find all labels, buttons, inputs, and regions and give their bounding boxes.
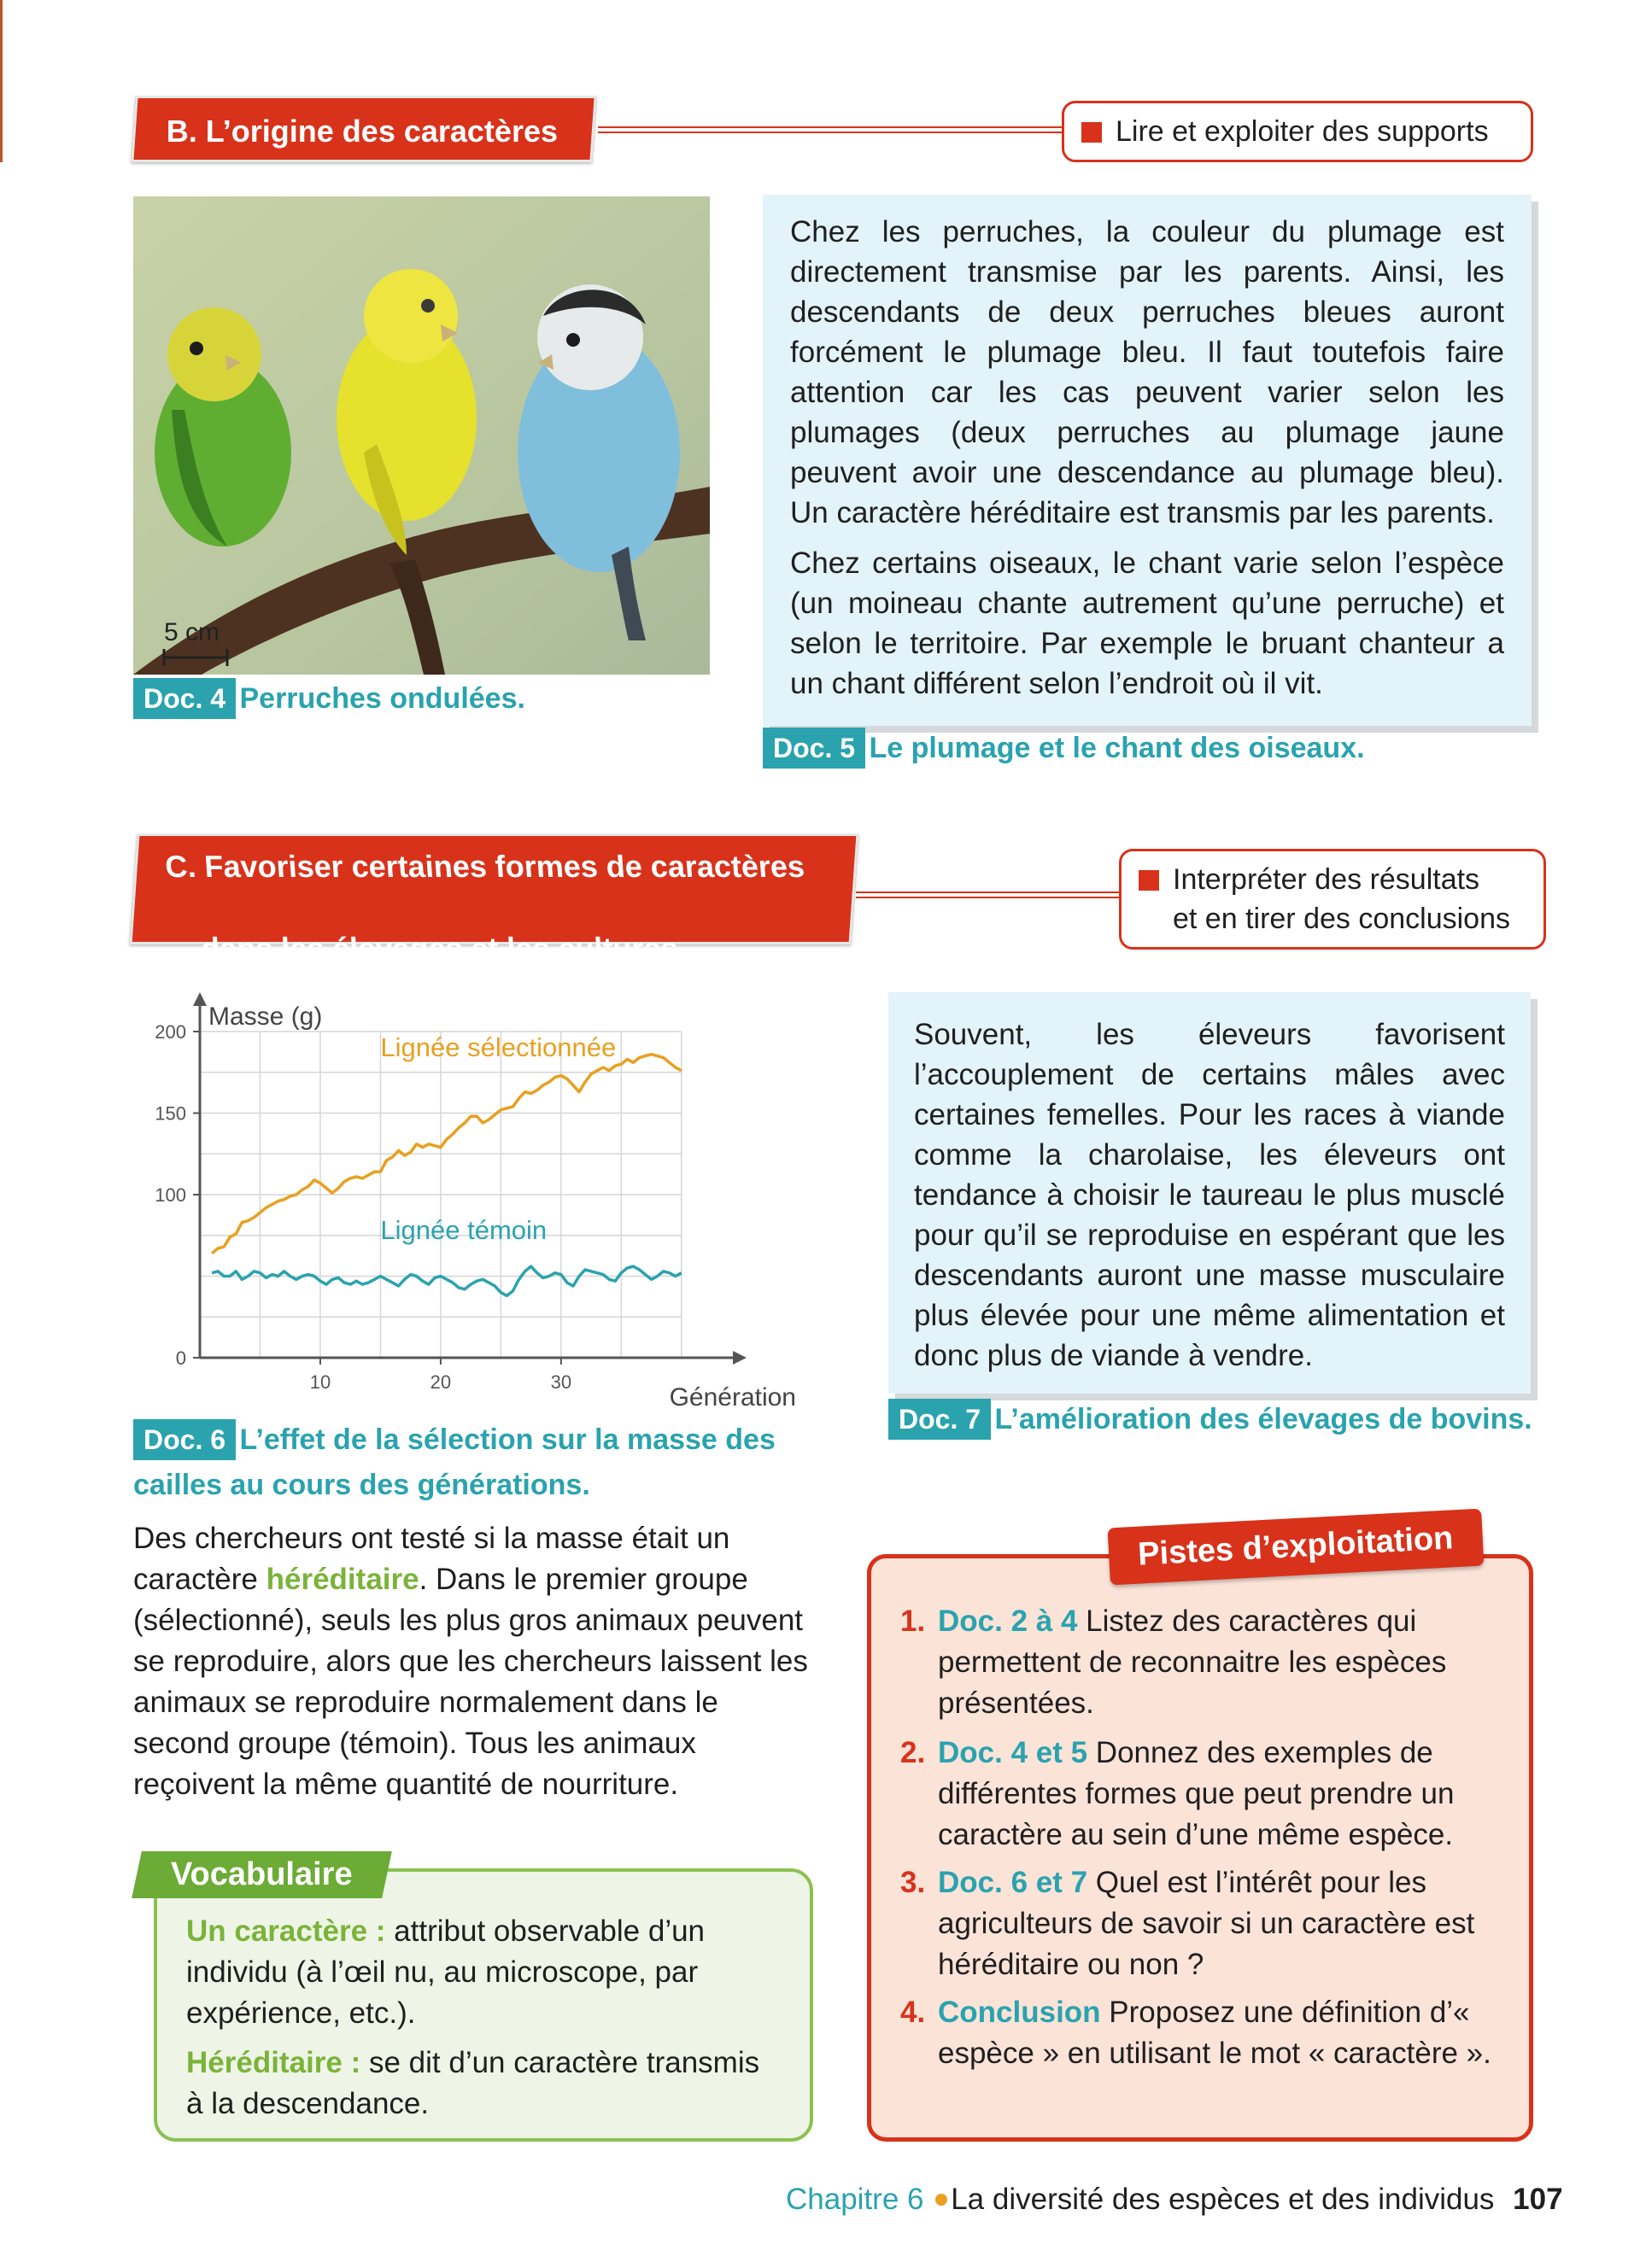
x-tick-label: 30 (550, 1371, 572, 1393)
doc6-tag: Doc. 6 (133, 1419, 236, 1460)
piste-num-2: 2. (900, 1736, 926, 1769)
piste-ref-2: Doc. 4 et 5 (938, 1736, 1088, 1769)
doc6-text (133, 1518, 817, 1805)
section-c-rule (856, 891, 1121, 898)
skill-square-icon (1081, 122, 1102, 143)
footer-chapter: Chapitre 6 (786, 2183, 924, 2216)
doc6-title-line2: cailles au cours des générations. (133, 1469, 590, 1501)
doc6-caption (133, 1419, 817, 1511)
piste-text-2: Donnez des exemples de différentes formes que peut prendre un caractère au sein d’une même espèce. (938, 1736, 1455, 1851)
page-edge-mark (0, 0, 3, 162)
section-c-title-line2: dans les élevages et les cultures (199, 931, 680, 966)
section-c-title-line1: C. Favoriser certaines formes de caractères (163, 849, 806, 884)
piste-num-3: 3. (900, 1866, 926, 1899)
doc7-title: L’amélioration des élevages de bovins. (994, 1403, 1532, 1435)
y-tick-label: 150 (155, 1102, 186, 1125)
piste-item-4 (900, 1992, 1502, 2074)
piste-item-3 (900, 1862, 1502, 1985)
doc6-text-before: Des chercheurs ont testé si la masse était un caractère (133, 1522, 730, 1596)
skill-square-icon (1139, 870, 1159, 891)
piste-num-4: 4. (900, 1996, 926, 2029)
x-axis-label: Génération (669, 1383, 796, 1409)
section-c-banner (129, 833, 858, 966)
section-b-rule (598, 126, 1063, 133)
series-line-2 (212, 1266, 682, 1295)
pistes-box (867, 1554, 1533, 2142)
piste-text-1: Listez des caractères qui permettent de reconnaitre les espèces présentées. (938, 1605, 1447, 1720)
section-b-skill-label: Lire et exploiter des supports (1116, 115, 1489, 148)
section-c-skill-line2: et en tirer des conclusions (1173, 903, 1510, 935)
vocab-box (154, 1868, 813, 2142)
footer-title: La diversité des espèces et des individus (951, 2183, 1495, 2216)
section-c-skill-line1: Interpréter des résultats (1173, 863, 1480, 896)
y-axis-arrow (193, 992, 207, 1006)
vocab-def-2: se dit d’un caractère transmis à la descendance. (186, 2046, 760, 2120)
doc5-tag: Doc. 5 (763, 728, 865, 769)
pistes-title: Pistes d’exploitation (1137, 1520, 1455, 1573)
doc7-text: Souvent, les éleveurs favorisent l’accouplement de certains mâles avec certaines femelles. Pour les races à viande comme la charolaise, les éleveurs ont tendance à choisir le taureau le plus musclé pour qu’il se reproduise en espérant que les descendants auront une masse musculaire plus élevée pour une même alimentation et donc plus de viande à vendre. (914, 1018, 1505, 1372)
doc4-tag: Doc. 4 (133, 678, 236, 719)
footer-dot-icon (935, 2194, 947, 2206)
doc6-keyword: héréditaire (266, 1563, 419, 1596)
vocab-entry-1 (186, 1911, 781, 2034)
series-label-2: Lignée témoin (380, 1215, 548, 1246)
piste-ref-1: Doc. 2 à 4 (938, 1605, 1078, 1638)
section-b-skill (1062, 101, 1533, 162)
doc4-caption (133, 678, 525, 719)
section-b-banner (131, 96, 596, 162)
y-tick-label: 0 (175, 1347, 186, 1369)
x-tick-label: 20 (430, 1371, 452, 1393)
vocab-entry-2 (186, 2043, 781, 2125)
x-tick-label: 10 (309, 1371, 331, 1393)
doc6-text-after: . Dans le premier groupe (sélectionné), seuls les plus gros animaux peuvent se reproduire, alors que les chercheurs laissent les animaux se reproduire normalement dans le second groupe (témoin). Tous les animaux reçoivent la même quantité de nourriture. (133, 1563, 808, 1801)
piste-text-4: Proposez une définition d’« espèce » en utilisant le mot « caractère ». (938, 1996, 1491, 2070)
section-c-skill (1119, 849, 1546, 950)
piste-ref-4: Conclusion (938, 1996, 1101, 2029)
footer (786, 2183, 1572, 2217)
doc7-caption (888, 1399, 1532, 1440)
piste-num-1: 1. (900, 1605, 926, 1638)
vocab-term-1: Un caractère : (186, 1914, 386, 1948)
piste-ref-3: Doc. 6 et 7 (938, 1866, 1088, 1899)
doc7-tag: Doc. 7 (888, 1399, 991, 1440)
mass-chart-svg (133, 991, 808, 1409)
piste-text-3: Quel est l’intérêt pour les agriculteurs de savoir si un caractère est héréditaire ou non ? (938, 1866, 1475, 1981)
vocab-title: Vocabulaire (171, 1856, 353, 1892)
doc5-caption (763, 728, 1365, 769)
y-axis-label: Masse (g) (208, 1002, 323, 1031)
section-b-title: B. L’origine des caractères (166, 114, 559, 149)
doc4-image (133, 196, 710, 675)
doc5-box (763, 195, 1532, 726)
parakeets-photo (133, 196, 710, 675)
scale-label: 5 cm (164, 618, 220, 646)
y-tick-label: 100 (155, 1184, 186, 1206)
piste-item-1 (900, 1601, 1502, 1724)
doc4-title: Perruches ondulées. (239, 682, 525, 715)
doc6-chart (133, 991, 808, 1409)
piste-item-2 (900, 1733, 1502, 1856)
doc7-box (888, 992, 1531, 1394)
footer-page: 107 (1513, 2183, 1563, 2216)
x-axis-arrow (733, 1351, 747, 1365)
vocab-tab (132, 1851, 391, 1898)
series-label-1: Lignée sélectionnée (380, 1032, 617, 1063)
doc5-title: Le plumage et le chant des oiseaux. (869, 732, 1365, 764)
vocab-term-2: Héréditaire : (186, 2046, 361, 2079)
doc5-paragraph-1: Chez les perruches, la couleur du plumage est directement transmise par les parents. Ainsi, les descendants de deux perruches bleues auront forcément le plumage bleu. Il faut toutefois faire attention car les cas peuvent varier selon les plumages (deux perruches au plumage jaune peuvent avoir une descendance au plumage bleu). Un caractère héréditaire est transmis par les parents. (790, 215, 1504, 529)
doc6-title-line1: L’effet de la sélection sur la masse des (239, 1423, 776, 1456)
vocab-def-1: attribut observable d’un individu (à l’œil nu, au microscope, par expérience, etc.). (186, 1914, 706, 2030)
y-tick-label: 200 (155, 1021, 186, 1043)
doc5-paragraph-2: Chez certains oiseaux, le chant varie selon l’espèce (un moineau chante autrement qu’une perruche) et selon le territoire. Par exemple le bruant chanteur a un chant différent selon l’endroit où il vit. (790, 547, 1504, 700)
